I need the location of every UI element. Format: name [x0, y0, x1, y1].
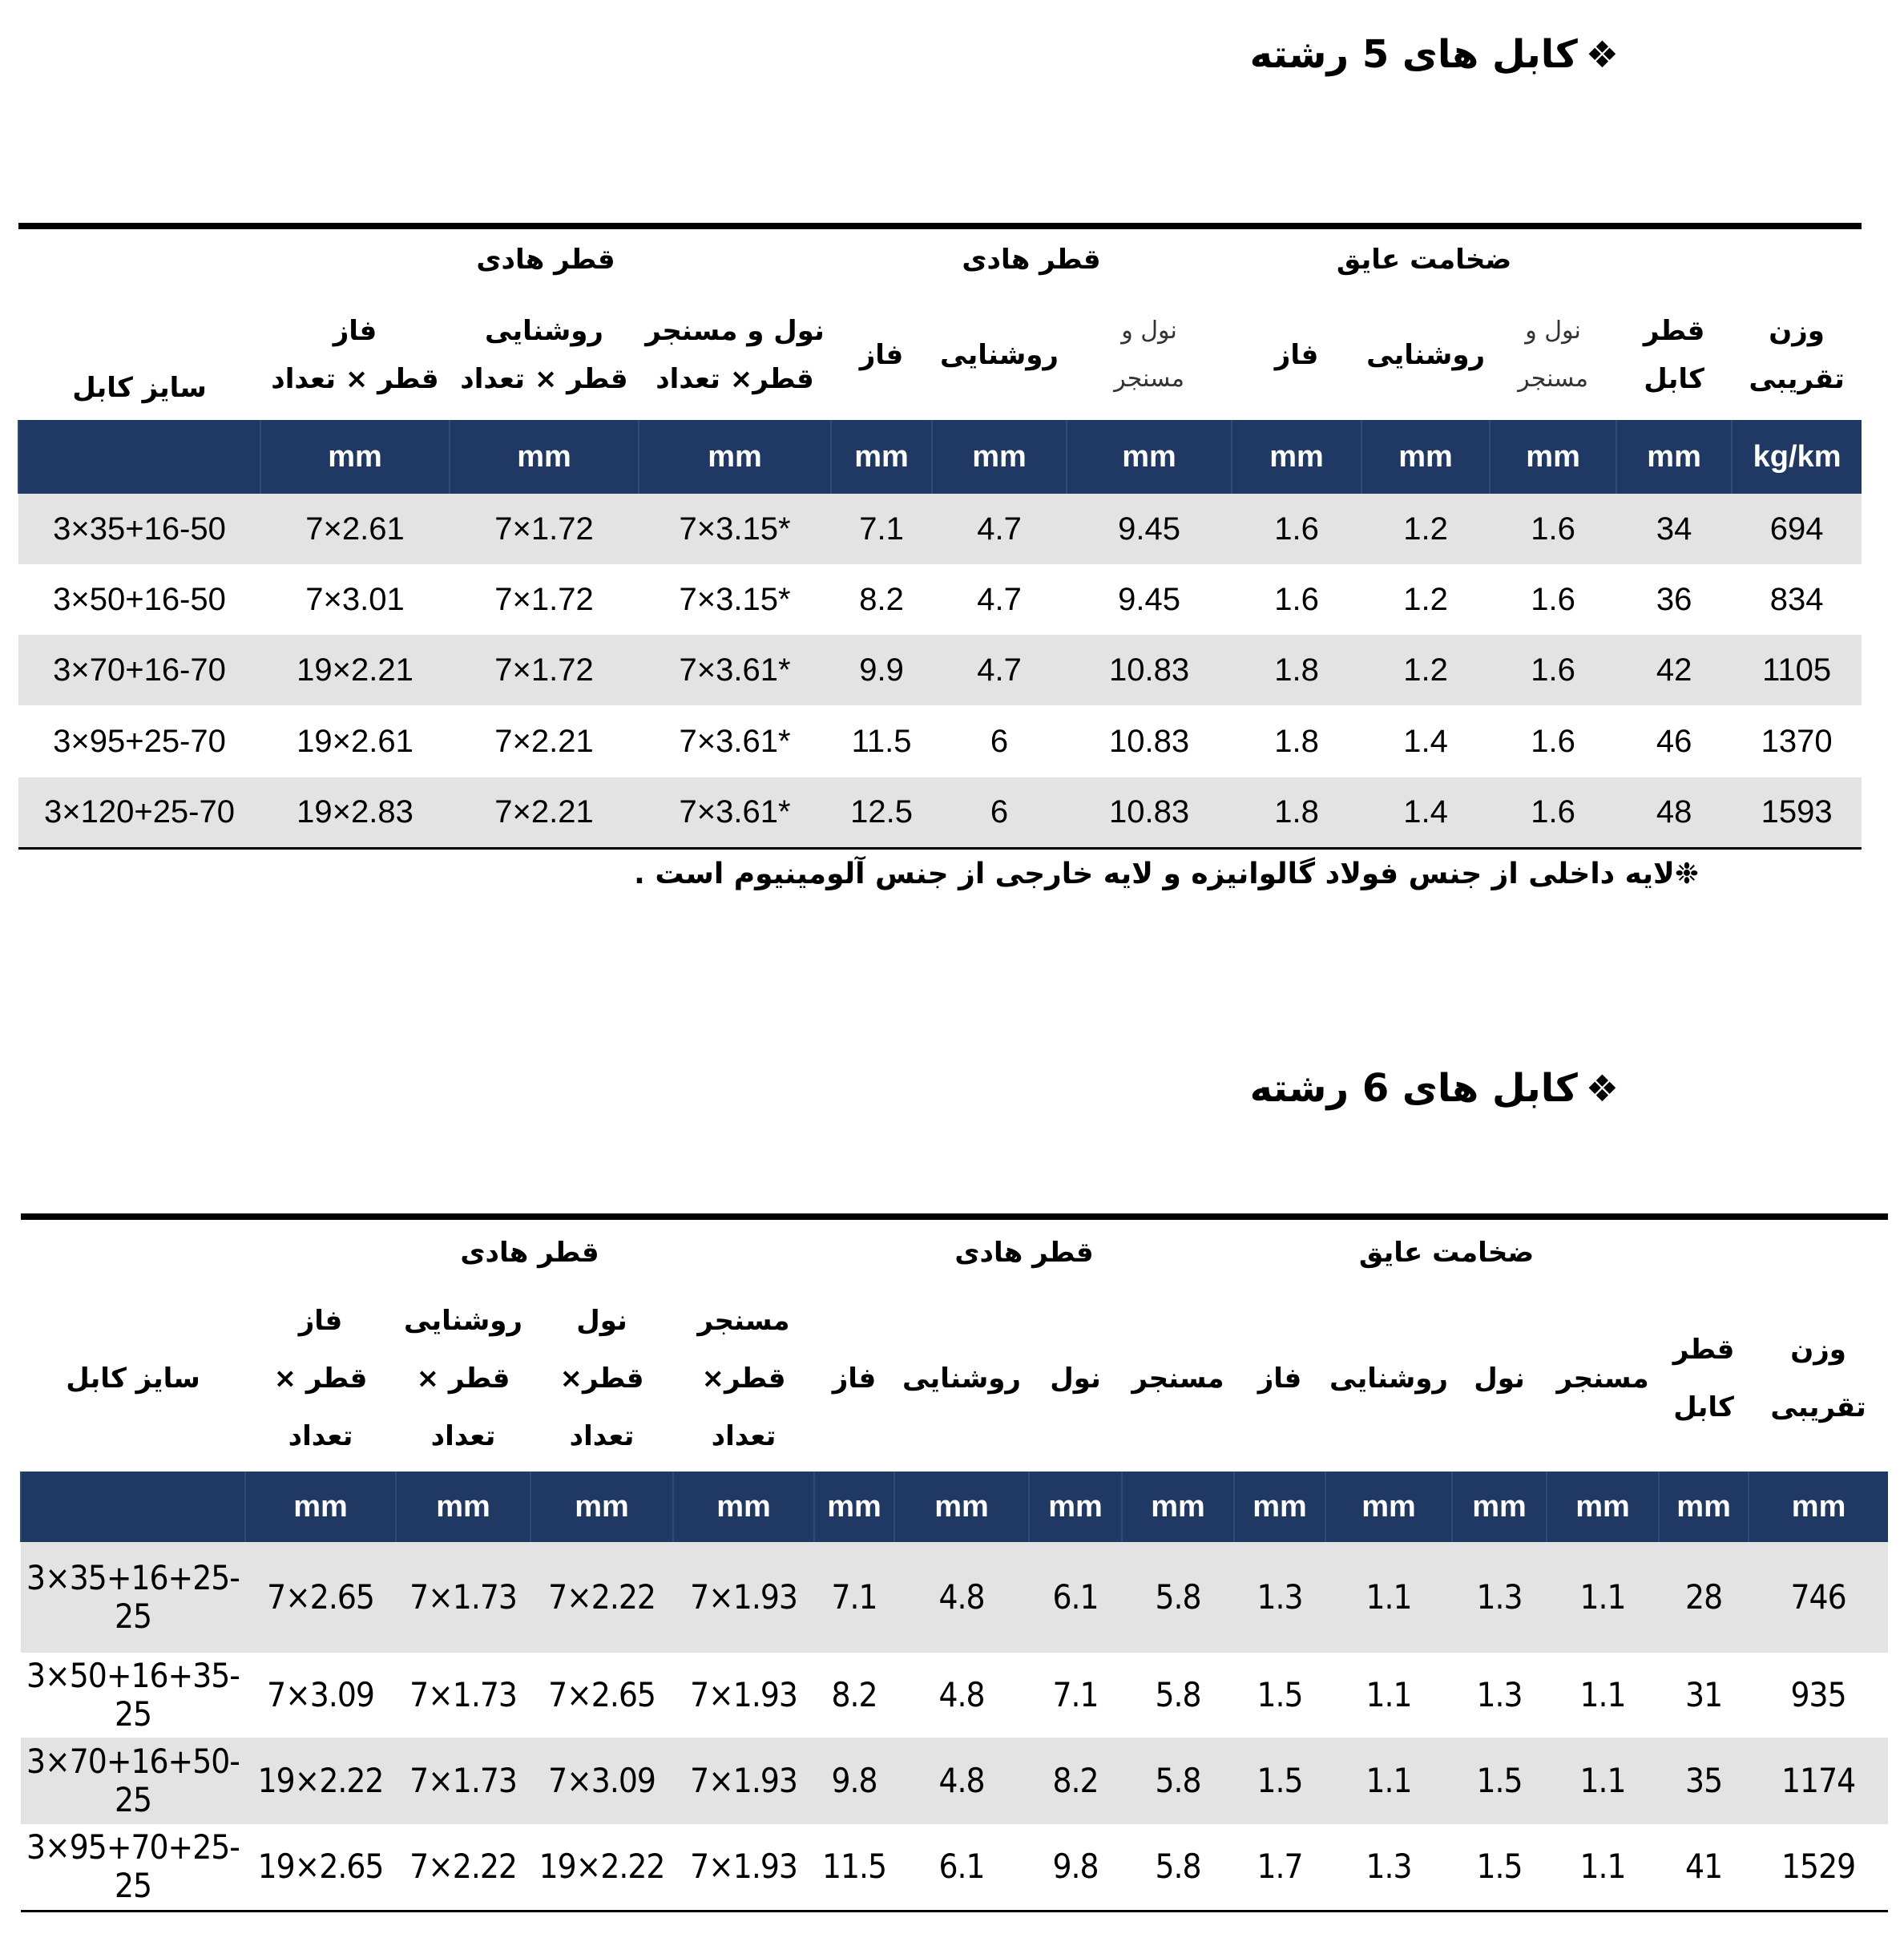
unit-cell: mm — [260, 420, 450, 494]
units-row — [18, 420, 1862, 494]
cell: 935 — [1790, 1675, 1846, 1714]
cell: 7×2.61 — [260, 494, 450, 564]
cell: 7×3.61* — [639, 777, 831, 848]
unit-cell: mm — [1452, 1472, 1547, 1542]
cell: 46 — [1656, 723, 1692, 759]
cell: 834 — [1769, 581, 1824, 617]
cell: 7×3.01 — [305, 581, 405, 617]
header-cond-neutral: نول و مسنجر — [1114, 317, 1184, 393]
header-cond-light: روشنایی — [902, 1363, 1021, 1395]
header-ins-phase: فاز — [1274, 339, 1319, 371]
cell: 1.5 — [1257, 1675, 1303, 1714]
cell: 1.5 — [1234, 1738, 1325, 1824]
unit-cell: kg/km — [1732, 420, 1862, 494]
cell: 7×3.15* — [679, 581, 791, 617]
unit-cell: mm — [1749, 1472, 1888, 1542]
column-header-row — [18, 290, 1862, 420]
unit-cell: mm — [1029, 1472, 1122, 1542]
cell: 5.8 — [1155, 1675, 1201, 1714]
cell: 7×3.09 — [267, 1675, 374, 1714]
header-str-light: روشنایی قطر × تعداد — [460, 315, 628, 395]
cell: 3×95+25-70 — [53, 723, 226, 759]
cell: 7×2.21 — [450, 777, 639, 848]
section2-title-text: کابل های 6 رشته — [1249, 1066, 1578, 1111]
cell: 1529 — [1749, 1824, 1888, 1911]
cell: 19×2.83 — [260, 777, 450, 848]
header-str-neutral: نول و مسنجر قطر× تعداد — [645, 315, 825, 395]
group-header-row — [18, 226, 1862, 290]
cell: 10.83 — [1067, 777, 1232, 848]
unit-cell: mm — [894, 1472, 1029, 1542]
unit-cell — [18, 420, 260, 494]
unit-cell — [21, 1472, 245, 1542]
cell: 1.6 — [1490, 635, 1616, 705]
header-cond-phase: فاز — [859, 339, 904, 371]
cell: 1.3 — [1234, 1542, 1325, 1653]
cell: 7×1.72 — [450, 494, 639, 564]
cell: 1.3 — [1476, 1675, 1523, 1714]
unit-cell: mm — [673, 1472, 814, 1542]
unit-cell: mm — [1122, 1472, 1234, 1542]
header-str-messenger: مسنجر قطر× تعداد — [697, 1305, 790, 1452]
group-conductor-diameter: قطر هادی — [814, 1217, 1234, 1286]
cell: 11.5 — [814, 1824, 894, 1911]
header-weight: وزن تقریبی — [1749, 315, 1845, 395]
cell: 4.7 — [932, 494, 1067, 564]
cell: 1.5 — [1452, 1824, 1547, 1911]
header-weight: وزن تقریبی — [1770, 1334, 1866, 1423]
cell: 1174 — [1749, 1738, 1888, 1824]
column-header-row — [21, 1286, 1888, 1472]
unit-cell: mm — [1067, 420, 1232, 494]
cell: 1.6 — [1531, 581, 1575, 617]
cell: 10.83 — [1108, 723, 1190, 759]
unit-cell: mm — [1325, 1472, 1452, 1542]
cell: 1.5 — [1452, 1738, 1547, 1824]
cell: 7.1 — [831, 494, 932, 564]
five-core-cable-table — [18, 223, 1862, 850]
header-cond-messenger: مسنجر — [1132, 1363, 1224, 1395]
cell: 3×120+25-70 — [18, 777, 260, 848]
header-ins-neutral: نول — [1474, 1363, 1525, 1395]
header-ins-phase: فاز — [1257, 1363, 1302, 1395]
table-row — [18, 705, 1862, 777]
cell: 3×35+16-50 — [18, 494, 260, 564]
cell-size: 3×35+16+25- 25 — [21, 1542, 245, 1653]
cell: 4.7 — [932, 635, 1067, 705]
unit-cell: mm — [814, 1472, 894, 1542]
table-row — [21, 1653, 1888, 1738]
cell: 1.2 — [1403, 581, 1448, 617]
cell: 746 — [1749, 1542, 1888, 1653]
cell: 7×1.93 — [690, 1675, 797, 1714]
footnote: ❉لایه داخلی از جنس فولاد گالوانیزه و لایه خارجی از جنس آلومینیوم است . — [634, 858, 1699, 890]
cell: 36 — [1656, 581, 1692, 617]
cell: 1.3 — [1325, 1824, 1452, 1911]
unit-cell: mm — [1490, 420, 1616, 494]
cell: 7×2.22 — [530, 1542, 673, 1653]
cell: 7×1.73 — [396, 1542, 530, 1653]
group-stranded-conductor: قطر هادی — [260, 226, 831, 290]
header-str-light: روشنایی قطر × تعداد — [404, 1305, 522, 1452]
section2-title — [1250, 1066, 1619, 1111]
cell: 6 — [932, 777, 1067, 848]
cell: 1105 — [1732, 635, 1862, 705]
cell: 3×50+16-50 — [53, 581, 226, 617]
header-cable-size: سایز کابل — [66, 1363, 200, 1395]
header-cable-diameter: قطر کابل — [1643, 315, 1705, 395]
cell: 19×2.22 — [245, 1738, 396, 1824]
cell: 11.5 — [851, 723, 912, 759]
diamond-bullet-icon: ❖ — [1585, 33, 1619, 76]
table-row — [18, 494, 1862, 564]
header-cable-size: سایز کابل — [72, 372, 207, 404]
cell: 35 — [1659, 1738, 1749, 1824]
cell: 4.8 — [894, 1738, 1029, 1824]
table-row — [21, 1824, 1888, 1911]
unit-cell: mm — [530, 1472, 673, 1542]
unit-cell: mm — [450, 420, 639, 494]
unit-cell: mm — [831, 420, 932, 494]
cell: 5.8 — [1122, 1542, 1234, 1653]
section1-title-text: کابل های 5 رشته — [1249, 32, 1578, 77]
unit-cell: mm — [1361, 420, 1490, 494]
cell: 1.1 — [1325, 1738, 1452, 1824]
cell: 48 — [1616, 777, 1732, 848]
header-ins-neutral: نول و مسنجر — [1518, 317, 1588, 393]
cell: 1.6 — [1274, 581, 1319, 617]
unit-cell: mm — [932, 420, 1067, 494]
header-ins-messenger: مسنجر — [1556, 1363, 1649, 1395]
cell: 7×2.22 — [396, 1824, 530, 1911]
diamond-bullet-icon: ❖ — [1585, 1067, 1619, 1110]
cell: 7×1.93 — [673, 1542, 814, 1653]
cell: 19×2.22 — [530, 1824, 673, 1911]
group-insulation-thickness: ضخامت عایق — [1232, 226, 1616, 290]
cell: 9.9 — [831, 635, 932, 705]
table-row — [21, 1738, 1888, 1824]
header-str-phase: فاز قطر × تعداد — [271, 315, 439, 395]
cell: 5.8 — [1122, 1738, 1234, 1824]
cell: 10.83 — [1067, 635, 1232, 705]
cell: 9.45 — [1067, 494, 1232, 564]
cell: 1.6 — [1232, 494, 1361, 564]
cell: 1.7 — [1234, 1824, 1325, 1911]
unit-cell: mm — [1234, 1472, 1325, 1542]
unit-cell: mm — [396, 1472, 530, 1542]
cell: 1593 — [1732, 777, 1862, 848]
cell: 7.1 — [814, 1542, 894, 1653]
group-header-row — [21, 1217, 1888, 1286]
header-str-phase: فاز قطر × تعداد — [273, 1305, 368, 1452]
cell: 1.1 — [1365, 1675, 1412, 1714]
cell: 7.1 — [1052, 1675, 1099, 1714]
cell: 19×2.21 — [260, 635, 450, 705]
cell: 12.5 — [831, 777, 932, 848]
group-insulation-thickness: ضخامت عایق — [1234, 1217, 1659, 1286]
cell: 7×1.72 — [450, 635, 639, 705]
cell: 6.1 — [894, 1824, 1029, 1911]
cell: 7×3.15* — [639, 494, 831, 564]
cell: 9.45 — [1118, 581, 1180, 617]
cell: 7×1.73 — [409, 1675, 517, 1714]
cell: 1.4 — [1361, 777, 1490, 848]
cell-size: 3×50+16+35- 25 — [26, 1656, 240, 1734]
cell: 42 — [1616, 635, 1732, 705]
header-cond-neutral: نول — [1050, 1363, 1101, 1395]
cell: 1.4 — [1403, 723, 1448, 759]
cell: 6 — [990, 723, 1009, 759]
section1-title — [1250, 32, 1619, 77]
cell: 9.8 — [814, 1738, 894, 1824]
cell: 1.1 — [1547, 1738, 1659, 1824]
cell: 8.2 — [859, 581, 904, 617]
cell: 9.8 — [1029, 1824, 1122, 1911]
group-conductor-diameter: قطر هادی — [831, 226, 1232, 290]
header-cond-light: روشنایی — [940, 339, 1059, 371]
cell: 1.3 — [1452, 1542, 1547, 1653]
cell: 7×3.61* — [639, 635, 831, 705]
cell: 31 — [1685, 1675, 1723, 1714]
cell-size: 3×70+16+50- 25 — [21, 1738, 245, 1824]
cell: 34 — [1616, 494, 1732, 564]
units-row — [21, 1472, 1888, 1542]
cell: 1.6 — [1490, 494, 1616, 564]
cell: 7×3.09 — [530, 1738, 673, 1824]
cell: 6.1 — [1029, 1542, 1122, 1653]
cell: 7×1.93 — [673, 1824, 814, 1911]
cell: 1.6 — [1531, 723, 1575, 759]
group-stranded-conductor: قطر هادی — [245, 1217, 814, 1286]
cell: 19×2.61 — [296, 723, 413, 759]
cell: 1.6 — [1490, 777, 1616, 848]
cell: 3×70+16-70 — [18, 635, 260, 705]
cell: 7×1.93 — [673, 1738, 814, 1824]
header-cable-diameter: قطر کابل — [1672, 1334, 1735, 1423]
cell: 41 — [1659, 1824, 1749, 1911]
cell: 4.7 — [977, 581, 1022, 617]
unit-cell: mm — [639, 420, 831, 494]
cell: 1.2 — [1361, 494, 1490, 564]
header-ins-light: روشنایی — [1366, 339, 1486, 371]
cell: 1.1 — [1547, 1542, 1659, 1653]
unit-cell: mm — [245, 1472, 396, 1542]
header-str-neutral: نول قطر× تعداد — [559, 1305, 644, 1452]
cell: 694 — [1732, 494, 1862, 564]
cell: 7×1.72 — [494, 581, 594, 617]
cell-size: 3×95+70+25- 25 — [21, 1824, 245, 1911]
six-core-cable-table — [20, 1213, 1888, 1912]
cell: 4.8 — [938, 1675, 985, 1714]
cell: 28 — [1659, 1542, 1749, 1653]
cell: 8.2 — [1029, 1738, 1122, 1824]
cell: 1.1 — [1325, 1542, 1452, 1653]
unit-cell: mm — [1659, 1472, 1749, 1542]
cell: 1.2 — [1361, 635, 1490, 705]
cell: 7×2.65 — [245, 1542, 396, 1653]
cell: 1.8 — [1232, 777, 1361, 848]
cell: 4.8 — [894, 1542, 1029, 1653]
header-ins-light: روشنایی — [1329, 1363, 1448, 1395]
unit-cell: mm — [1616, 420, 1732, 494]
cell: 1370 — [1761, 723, 1833, 759]
unit-cell: mm — [1547, 1472, 1659, 1542]
unit-cell: mm — [1232, 420, 1361, 494]
cell: 1.8 — [1274, 723, 1319, 759]
cell: 7×2.21 — [494, 723, 594, 759]
cell: 1.8 — [1232, 635, 1361, 705]
table-row — [18, 564, 1862, 635]
cell: 7×3.61* — [679, 723, 791, 759]
cell: 7×2.65 — [548, 1675, 656, 1714]
table-row — [18, 777, 1862, 848]
cell: 7×1.73 — [396, 1738, 530, 1824]
cell: 19×2.65 — [245, 1824, 396, 1911]
cell: 8.2 — [831, 1675, 877, 1714]
cell: 5.8 — [1122, 1824, 1234, 1911]
table-row — [21, 1542, 1888, 1653]
cell: 1.1 — [1579, 1675, 1626, 1714]
header-cond-phase: فاز — [832, 1363, 877, 1395]
cell: 1.1 — [1547, 1824, 1659, 1911]
table-row — [18, 635, 1862, 705]
